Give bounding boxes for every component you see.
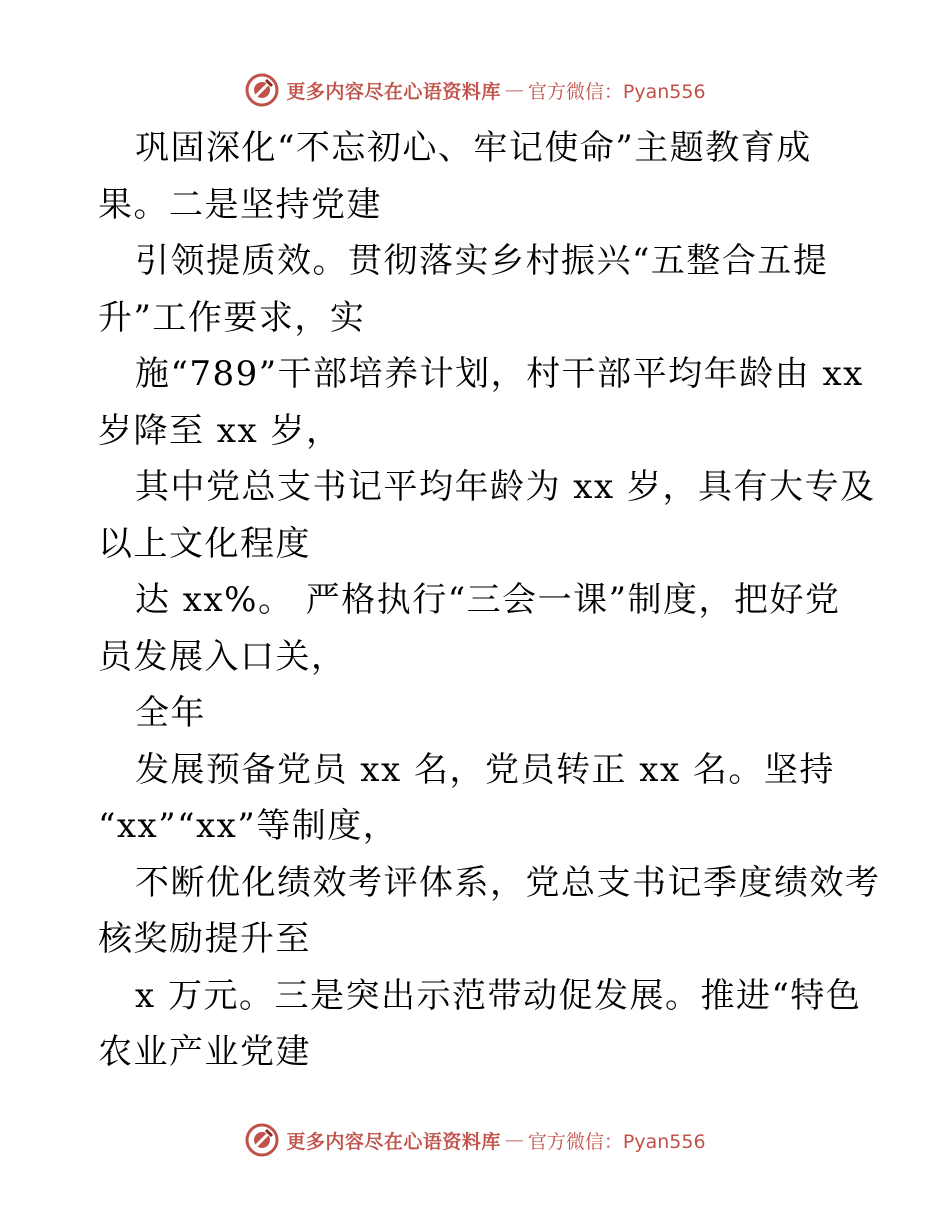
text-line: 达 xx%。 严格执行“三会一课”制度，把好党: [135, 580, 841, 620]
text-line: 其中党总支书记平均年龄为 xx 岁，具有大专及: [135, 467, 876, 507]
text-line: 以上文化程度: [98, 523, 311, 564]
text-line: 不断优化绩效考评体系，党总支书记季度绩效考: [135, 862, 881, 903]
seal-logo-icon: [244, 72, 280, 108]
text-line: 员发展入口关，: [98, 636, 347, 677]
watermark-main-text: 更多内容尽在心语资料库: [286, 1130, 501, 1153]
watermark-main-text: 更多内容尽在心语资料库: [286, 80, 501, 103]
text-line: 农业产业党建: [98, 1032, 311, 1072]
watermark-contact-text: 官方微信：Pyan556: [527, 80, 706, 103]
footer-watermark: [0, 1120, 950, 1160]
text-line: 核奖励提升至: [98, 919, 311, 959]
watermark-separator: —: [504, 79, 524, 101]
text-line: 果。二是坚持党建: [98, 184, 382, 225]
text-line: 引领提质效。贯彻落实乡村振兴“五整合五提: [135, 241, 829, 281]
watermark-separator: —: [504, 1129, 524, 1151]
seal-logo-icon: [244, 1122, 280, 1158]
text-line: 升”工作要求，实: [98, 297, 366, 338]
watermark-contact-text: 官方微信：Pyan556: [527, 1130, 706, 1153]
text-line: 施“789”干部培养计划，村干部平均年龄由 xx: [135, 354, 864, 394]
text-line: x 万元。三是突出示范带动促发展。推进“特色: [135, 975, 862, 1016]
document-body: [98, 120, 881, 1081]
text-line: 发展预备党员 xx 名，党员转正 xx 名。坚持: [135, 749, 835, 790]
text-line: “xx”“xx”等制度，: [98, 806, 399, 846]
text-line: 全年: [135, 693, 206, 733]
text-line: 巩固深化“不忘初心、牢记使命”主题教育成: [135, 128, 812, 168]
header-watermark: [0, 70, 950, 110]
text-line: 岁降至 xx 岁，: [98, 410, 342, 451]
